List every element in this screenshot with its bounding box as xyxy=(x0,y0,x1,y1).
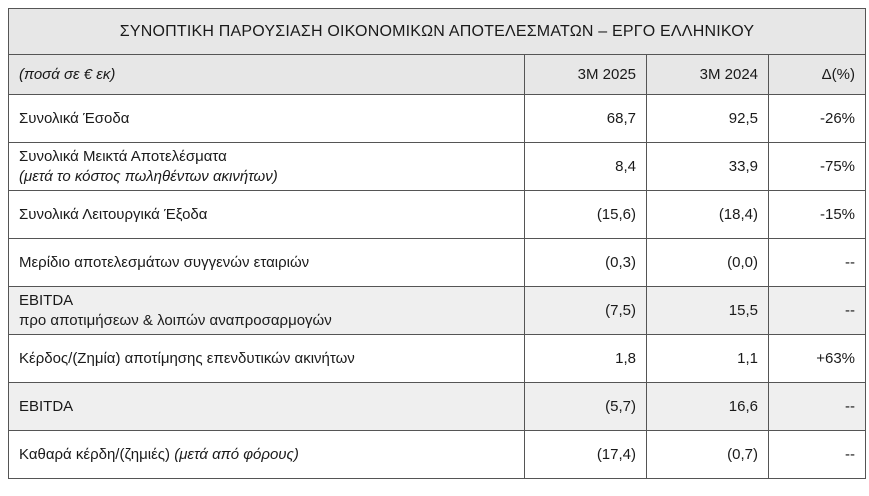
table-row xyxy=(9,383,866,431)
table-row xyxy=(9,287,866,335)
table-title-row xyxy=(9,9,866,55)
value-delta: -75% xyxy=(769,143,866,191)
table-row xyxy=(9,431,866,479)
value-2024: (0,7) xyxy=(647,431,769,479)
value-2024: (0,0) xyxy=(647,239,769,287)
value-2024: (18,4) xyxy=(647,191,769,239)
table-row xyxy=(9,95,866,143)
value-delta: -26% xyxy=(769,95,866,143)
row-label-cell xyxy=(9,143,525,191)
value-delta: -- xyxy=(769,431,866,479)
value-delta: -15% xyxy=(769,191,866,239)
results-table xyxy=(8,8,866,479)
value-2025: 8,4 xyxy=(525,143,647,191)
value-2025: (15,6) xyxy=(525,191,647,239)
table-title: ΣΥΝΟΠΤΙΚΗ ΠΑΡΟΥΣΙΑΣΗ ΟΙΚΟΝΟΜΙΚΩΝ ΑΠΟΤΕΛΕΣΜΑΤΩΝ – ΕΡΓΟ ΕΛΛΗΝΙΚΟΥ xyxy=(9,9,866,55)
row-label: Καθαρά κέρδη/(ζημιές) xyxy=(19,445,171,463)
table-row xyxy=(9,335,866,383)
table-header-row xyxy=(9,55,866,95)
value-2024: 16,6 xyxy=(647,383,769,431)
value-delta: +63% xyxy=(769,335,866,383)
row-sublabel: προ αποτιμήσεων & λοιπών αναπροσαρμογών xyxy=(19,311,332,329)
value-delta: -- xyxy=(769,239,866,287)
value-delta: -- xyxy=(769,383,866,431)
value-2025: 68,7 xyxy=(525,95,647,143)
header-3m-2024: 3Μ 2024 xyxy=(647,55,769,95)
row-label-cell xyxy=(9,431,525,479)
row-label: Κέρδος/(Ζημία) αποτίμησης επενδυτικών ακινήτων xyxy=(9,335,525,383)
row-sublabel: (μετά το κόστος πωληθέντων ακινήτων) xyxy=(19,167,278,185)
value-2025: (7,5) xyxy=(525,287,647,335)
row-label: Συνολικά Έσοδα xyxy=(9,95,525,143)
row-label: EBITDA xyxy=(9,383,525,431)
table-row xyxy=(9,191,866,239)
header-3m-2025: 3Μ 2025 xyxy=(525,55,647,95)
table-row xyxy=(9,143,866,191)
header-delta: Δ(%) xyxy=(769,55,866,95)
value-2025: 1,8 xyxy=(525,335,647,383)
row-label: Μερίδιο αποτελεσμάτων συγγενών εταιριών xyxy=(9,239,525,287)
row-label: EBITDA xyxy=(19,291,74,309)
value-2025: (0,3) xyxy=(525,239,647,287)
table-row xyxy=(9,239,866,287)
value-2024: 33,9 xyxy=(647,143,769,191)
value-2024: 1,1 xyxy=(647,335,769,383)
value-2025: (5,7) xyxy=(525,383,647,431)
value-delta: -- xyxy=(769,287,866,335)
value-2025: (17,4) xyxy=(525,431,647,479)
row-label-cell xyxy=(9,287,525,335)
value-2024: 92,5 xyxy=(647,95,769,143)
row-label: Συνολικά Λειτουργικά Έξοδα xyxy=(9,191,525,239)
units-header: (ποσά σε € εκ) xyxy=(9,55,525,95)
financial-summary xyxy=(8,8,865,479)
row-label: Συνολικά Μεικτά Αποτελέσματα xyxy=(19,147,227,165)
value-2024: 15,5 xyxy=(647,287,769,335)
row-label-suffix: (μετά από φόρους) xyxy=(174,445,299,463)
